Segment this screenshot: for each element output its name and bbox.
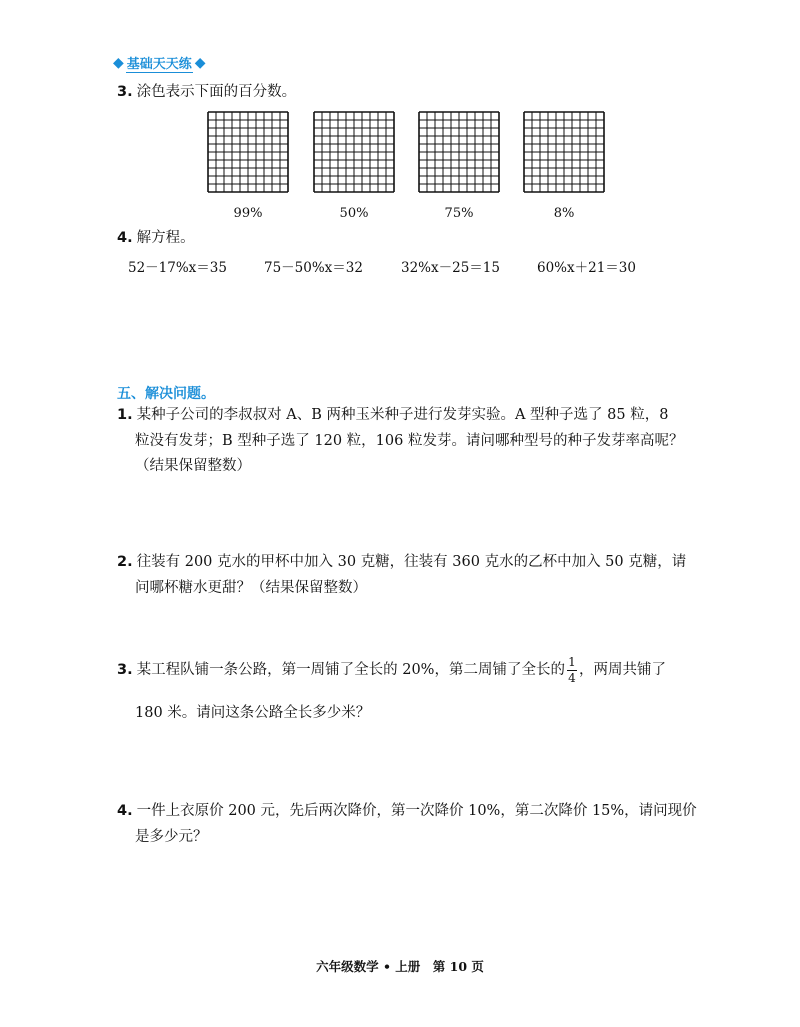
section-tag — [113, 52, 206, 74]
problem-1-line-3: （结果保留整数） — [135, 458, 251, 474]
grid-label: 99% — [233, 206, 263, 221]
hundred-grid[interactable] — [207, 111, 289, 193]
problem-2-line-1 — [117, 555, 686, 570]
hundred-grid[interactable] — [418, 111, 500, 193]
diamond-icon: ◆ — [194, 55, 206, 71]
fraction-numerator: 1 — [568, 655, 576, 669]
section-title: 五、解决问题。 — [117, 386, 215, 402]
grid-label: 8% — [553, 206, 575, 221]
question-number: 4. — [117, 803, 133, 819]
question-number: 2. — [117, 554, 133, 570]
fraction-denominator: 4 — [568, 670, 576, 685]
question-3 — [117, 85, 296, 100]
hundred-grid[interactable] — [313, 111, 395, 193]
problem-4-line-2: 是多少元？ — [135, 829, 208, 845]
problem-2-line-2: 问哪杯糖水更甜？（结果保留整数） — [135, 580, 367, 596]
problem-1-line-2: 粒没有发芽；B 型种子选了 120 粒，106 粒发芽。请问哪种型号的种子发芽率高呢？ — [135, 433, 684, 449]
problem-1-line-1 — [117, 408, 668, 423]
question-text: 解方程。 — [136, 230, 195, 246]
question-number: 1. — [117, 407, 133, 423]
problem-text: ，两周共铺了 — [578, 662, 666, 679]
problem-4-line-1 — [117, 804, 697, 819]
diamond-icon: ◆ — [113, 55, 124, 71]
question-text: 涂色表示下面的百分数。 — [136, 84, 297, 100]
grid-label: 75% — [444, 206, 474, 221]
problem-text: 某工程队铺一条公路，第一周铺了全长的 20%，第二周铺了全长的 — [136, 662, 565, 679]
equation: 52－17%x＝35 — [128, 260, 227, 276]
problem-3-line-2: 180 米。请问这条公路全长多少米？ — [135, 705, 371, 721]
equation: 75－50%x＝32 — [264, 260, 363, 276]
page-footer: 六年级数学 • 上册 第 10 页 — [316, 959, 484, 974]
grid-label: 50% — [339, 206, 369, 221]
section-tag-label: 基础天天练 — [126, 53, 193, 73]
question-number: 3. — [117, 84, 133, 100]
question-number: 4. — [117, 230, 133, 246]
fraction — [567, 656, 577, 684]
problem-3-line-1 — [117, 656, 666, 684]
problem-text: 某种子公司的李叔叔对 A、B 两种玉米种子进行发芽实验。A 型种子选了 85 粒，8 — [136, 407, 669, 423]
problem-text: 一件上衣原价 200 元，先后两次降价，第一次降价 10%，第二次降价 15%，请问现价 — [136, 803, 697, 819]
hundred-grid[interactable] — [523, 111, 605, 193]
question-number: 3. — [117, 662, 133, 679]
problem-text: 往装有 200 克水的甲杯中加入 30 克糖，往装有 360 克水的乙杯中加入 50 克糖，请 — [136, 554, 687, 570]
equation: 60%x＋21＝30 — [537, 260, 636, 276]
equation: 32%x－25＝15 — [401, 260, 500, 276]
question-4 — [117, 231, 195, 246]
